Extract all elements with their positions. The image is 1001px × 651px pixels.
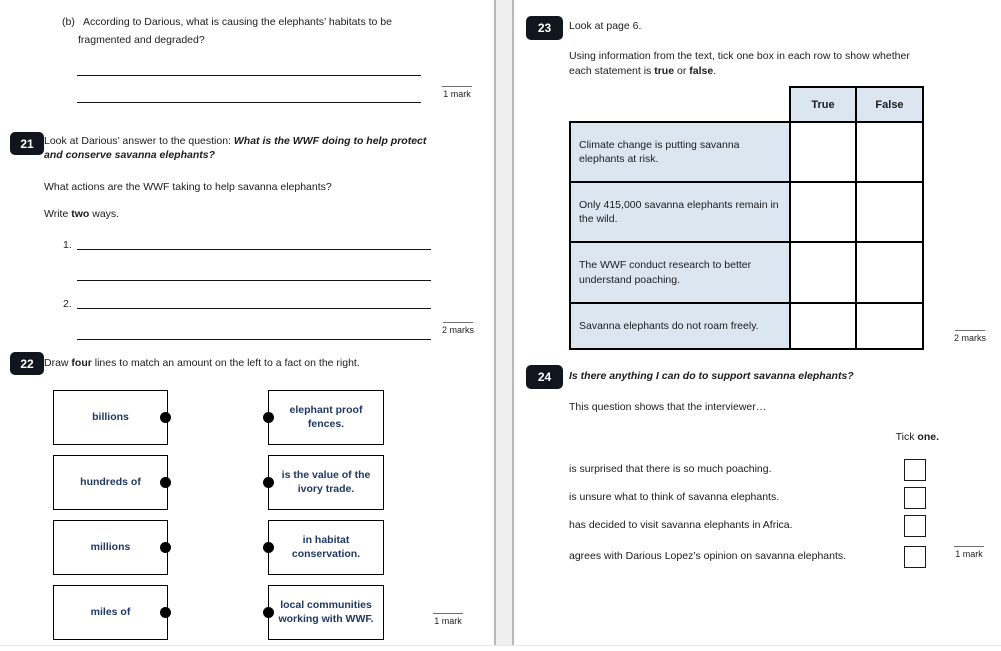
tick-cell-false-2[interactable]: [856, 242, 923, 303]
q23-intro: Look at page 6.: [569, 20, 642, 32]
match-right-box-2[interactable]: in habitat conservation.: [268, 520, 384, 575]
q21-intro: [44, 134, 446, 162]
q21-item2-label: 2.: [63, 298, 72, 310]
q21-question: What actions are the WWF taking to help savanna elephants?: [44, 181, 332, 193]
match-left-box-1[interactable]: hundreds of: [53, 455, 168, 510]
marks-q22: [429, 613, 467, 627]
tick-cell-false-1[interactable]: [856, 182, 923, 242]
q24-tick-one-label: Tick one.: [895, 431, 939, 443]
marks-overline: [433, 613, 463, 614]
answer-line-21-1b[interactable]: [77, 280, 431, 281]
question-21-badge: 21: [10, 132, 44, 155]
match-left-box-2[interactable]: millions: [53, 520, 168, 575]
marks-q21: [438, 322, 478, 336]
page-bottom-edge: [0, 645, 1001, 646]
match-left-box-0[interactable]: billions: [53, 390, 168, 445]
answer-line-21-2a[interactable]: [77, 308, 431, 309]
table-blank-cell: [570, 87, 790, 122]
question-23-badge: 23: [526, 16, 563, 40]
table-row: [570, 242, 923, 303]
tick-cell-true-3[interactable]: [790, 303, 856, 349]
tick-cell-false-0[interactable]: [856, 122, 923, 182]
q24-option-0: is surprised that there is so much poaching.: [569, 463, 772, 475]
answer-line-21-1a[interactable]: [77, 249, 431, 250]
q24-checkbox-2[interactable]: [904, 515, 926, 537]
marks-label: 2 marks: [441, 325, 474, 335]
marks-label: 1 mark: [443, 89, 471, 99]
q21-item1-label: 1.: [63, 239, 72, 251]
col-header-true: True: [790, 87, 856, 122]
match-dot-right-3[interactable]: [263, 607, 274, 618]
answer-line-b2[interactable]: [77, 102, 421, 103]
marks-overline: [954, 546, 984, 547]
match-left-box-3[interactable]: miles of: [53, 585, 168, 640]
table-row: [570, 303, 923, 349]
q24-option-3: agrees with Darious Lopez’s opinion on savanna elephants.: [569, 550, 847, 562]
col-header-false: False: [856, 87, 923, 122]
q24-subtitle: This question shows that the interviewer…: [569, 401, 767, 413]
marks-overline: [443, 322, 473, 323]
q23-instruction-line1: Using information from the text, tick one box in each row to show whether: [569, 50, 910, 62]
answer-line-21-2b[interactable]: [77, 339, 431, 340]
table-row: [570, 122, 923, 182]
marks-q23: [950, 330, 990, 344]
q21-write-instruction: Write two ways.: [44, 208, 120, 220]
marks-part-b: [438, 86, 476, 100]
tick-cell-true-0[interactable]: [790, 122, 856, 182]
table-row: [570, 182, 923, 242]
part-b-question-line1: According to Darious, what is causing the elephants’ habitats to be: [83, 16, 392, 28]
marks-q24: [950, 546, 988, 560]
match-dot-left-1[interactable]: [160, 477, 171, 488]
answer-line-b1[interactable]: [77, 75, 421, 76]
match-right-box-0[interactable]: elephant proof fences.: [268, 390, 384, 445]
marks-label: 2 marks: [953, 333, 986, 343]
statement-cell-3: Savanna elephants do not roam freely.: [570, 303, 790, 349]
match-dot-left-2[interactable]: [160, 542, 171, 553]
q24-title: Is there anything I can do to support savanna elephants?: [569, 370, 854, 382]
match-dot-right-0[interactable]: [263, 412, 274, 423]
marks-overline: [442, 86, 472, 87]
true-false-table: [569, 86, 924, 350]
match-dot-right-2[interactable]: [263, 542, 274, 553]
tick-cell-false-3[interactable]: [856, 303, 923, 349]
statement-cell-1: Only 415,000 savanna elephants remain in the wild.: [570, 182, 790, 242]
q24-option-2: has decided to visit savanna elephants in Africa.: [569, 519, 793, 531]
statement-cell-0: Climate change is putting savanna elephants at risk.: [570, 122, 790, 182]
match-dot-left-0[interactable]: [160, 412, 171, 423]
q21-intro-emphasis: What is the WWF doing to help protect and conserve savanna elephants?: [44, 135, 427, 162]
match-dot-right-1[interactable]: [263, 477, 274, 488]
worksheet-page-left: [0, 0, 494, 645]
match-dot-left-3[interactable]: [160, 607, 171, 618]
q24-option-1: is unsure what to think of savanna elephants.: [569, 491, 780, 503]
question-24-badge: 24: [526, 365, 563, 389]
page-gap: [494, 0, 514, 645]
q21-intro-plain: Look at Darious’ answer to the question:: [44, 135, 234, 147]
match-right-box-1[interactable]: is the value of the ivory trade.: [268, 455, 384, 510]
marks-label: 1 mark: [434, 616, 462, 626]
q24-checkbox-3[interactable]: [904, 546, 926, 568]
worksheet-page-right: [514, 0, 1001, 645]
question-22-badge: 22: [10, 352, 44, 375]
q24-checkbox-0[interactable]: [904, 459, 926, 481]
part-b-question-line2: fragmented and degraded?: [78, 34, 205, 46]
q22-prompt: Draw four lines to match an amount on the left to a fact on the right.: [44, 357, 360, 369]
statement-cell-2: The WWF conduct research to better understand poaching.: [570, 242, 790, 303]
marks-overline: [955, 330, 985, 331]
tick-cell-true-2[interactable]: [790, 242, 856, 303]
part-b-label: (b): [62, 16, 75, 28]
q24-checkbox-1[interactable]: [904, 487, 926, 509]
match-right-box-3[interactable]: local communities working with WWF.: [268, 585, 384, 640]
tick-cell-true-1[interactable]: [790, 182, 856, 242]
q23-instruction-line2: each statement is true or false.: [569, 65, 717, 77]
table-header-row: [570, 87, 923, 122]
marks-label: 1 mark: [955, 549, 983, 559]
